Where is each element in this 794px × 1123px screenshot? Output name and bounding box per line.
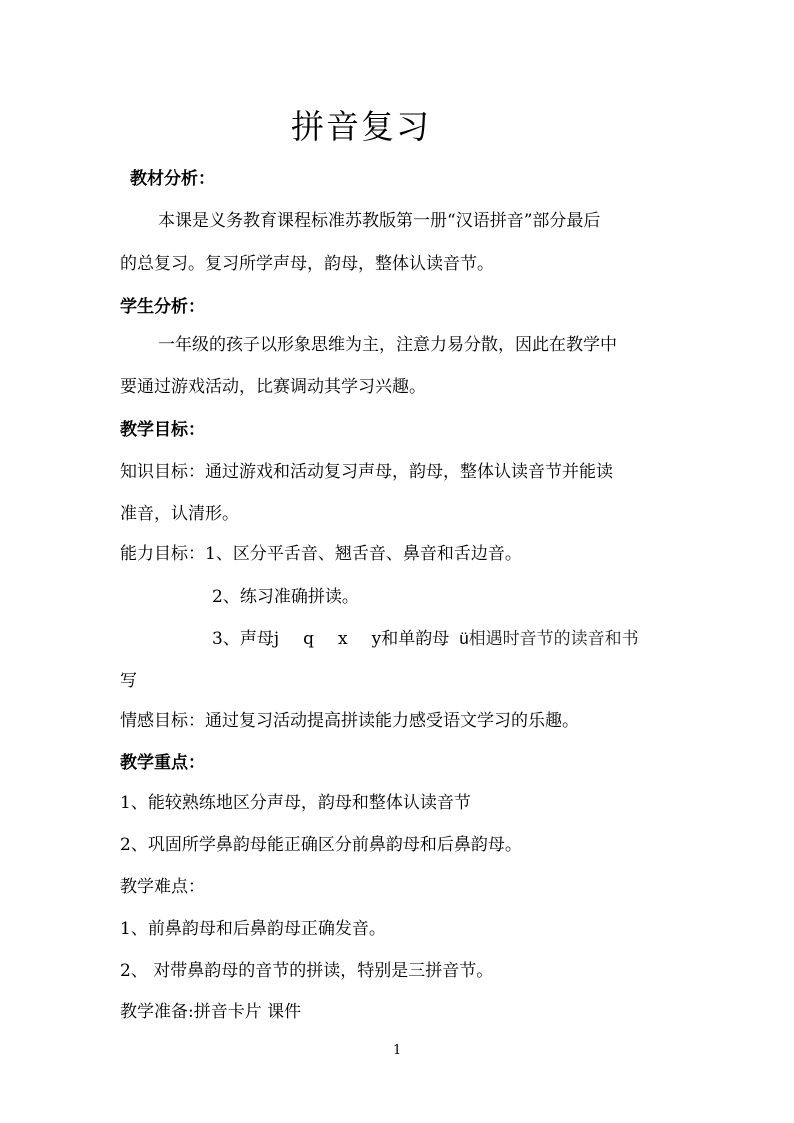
pinyin-x: x <box>338 629 348 649</box>
pinyin-j: j <box>273 629 280 649</box>
heading-textbook-analysis: 教材分析： <box>130 169 215 189</box>
heading-teaching-goals: 教学目标： <box>120 420 205 440</box>
difficult-point-2: 2、 对带鼻韵母的音节的拼读，特别是三拼音节。 <box>120 961 494 981</box>
student-analysis-line-1: 一年级的孩子以形象思维为主，注意力易分散，因此在教学中 <box>158 335 617 355</box>
ability-goal-line-3 <box>212 628 639 650</box>
key-point-1: 1、能较熟练地区分声母，韵母和整体认读音节 <box>120 793 471 813</box>
pinyin-y: y <box>371 629 382 649</box>
knowledge-goal-line-2: 准音，认清形。 <box>120 504 239 524</box>
textbook-analysis-line-1: 本课是义务教育课程标准苏教版第一册“汉语拼音”部分最后 <box>158 211 601 231</box>
key-point-2: 2、巩固所学鼻韵母能正确区分前鼻韵母和后鼻韵母。 <box>120 835 522 855</box>
ability-goal-line-3-cont: 写 <box>120 671 137 691</box>
heading-student-analysis: 学生分析： <box>120 297 205 317</box>
heading-difficult-points: 教学难点： <box>120 877 205 897</box>
ability-goal-line-1: 能力目标：1、区分平舌音、翘舌音、鼻音和舌边音。 <box>120 544 522 564</box>
student-analysis-line-2: 要通过游戏活动，比赛调动其学习兴趣。 <box>120 377 426 397</box>
pinyin-q: q <box>303 629 314 649</box>
page-number: 1 <box>393 1043 402 1058</box>
knowledge-goal-line-1: 知识目标：通过游戏和活动复习声母，韵母，整体认读音节并能读 <box>120 462 613 482</box>
ability-goal-3-suffix: 相遇时音节的读音和书 <box>468 629 639 648</box>
textbook-analysis-line-2: 的总复习。复习所学声母，韵母，整体认读音节。 <box>120 254 494 274</box>
heading-key-points: 教学重点： <box>120 753 205 773</box>
ability-goal-3-prefix: 3、声母 <box>212 629 274 649</box>
ability-goal-line-2: 2、练习准确拼读。 <box>212 587 359 607</box>
document-title: 拼音复习 <box>291 107 431 146</box>
difficult-point-1: 1、前鼻韵母和后鼻韵母正确发音。 <box>120 919 386 939</box>
emotion-goal: 情感目标：通过复习活动提高拼读能力感受语文学习的乐趣。 <box>120 711 579 731</box>
pinyin-u-umlaut: ü <box>459 629 469 648</box>
teaching-preparation: 教学准备:拼音卡片 课件 <box>120 1002 302 1022</box>
ability-goal-3-mid: 和单韵母 <box>381 629 450 649</box>
